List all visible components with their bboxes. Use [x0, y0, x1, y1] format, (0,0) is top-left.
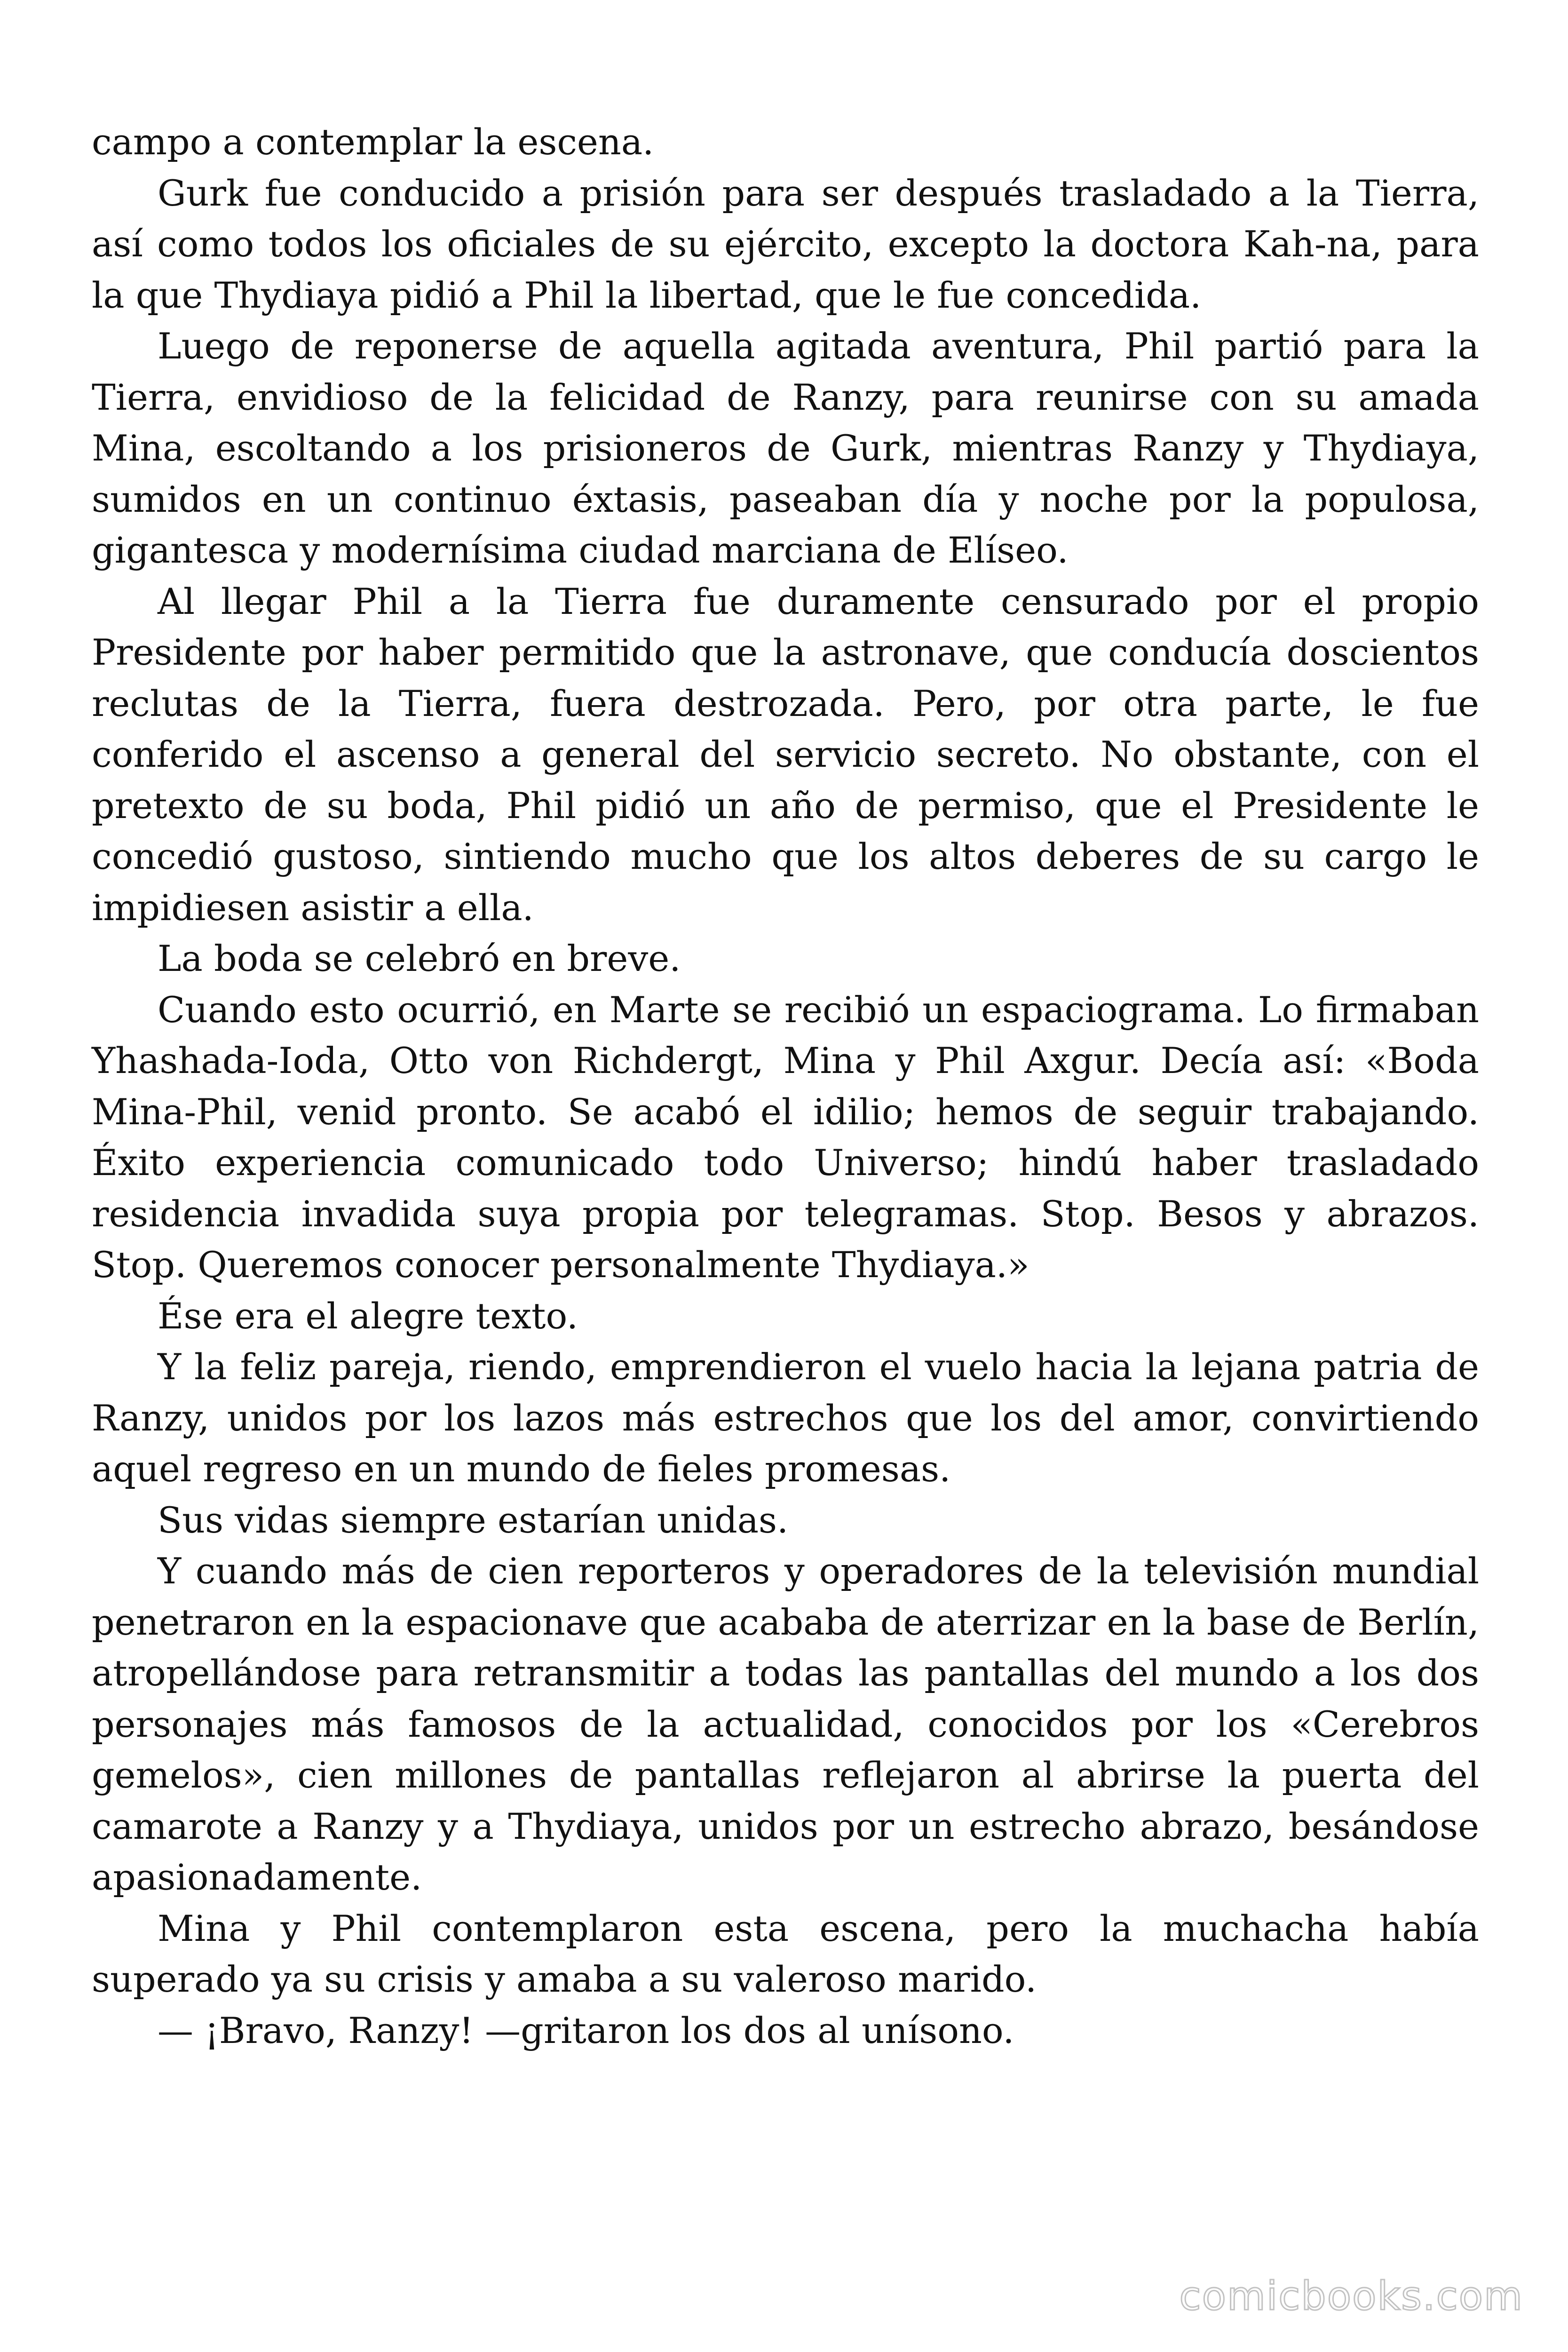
paragraph: Cuando esto ocurrió, en Marte se recibió un espaciograma. Lo firmaban Yhashada-Ioda, Otto von Richdergt, Mina y Phil Axgur. Decía así: «Boda Mina-Phil, venid pronto. Se acabó el idilio; hemos de seguir trabajando. Éxito experiencia comunicado todo Universo; hindú haber trasladado residencia invadida suya propia por telegramas. Stop. Besos y abrazos. Stop. Queremos conocer personalmente Thydiaya.» [92, 988, 1479, 1286]
paragraph: Luego de reponerse de aquella agitada aventura, Phil partió para la Tierra, envidioso de la felicidad de Ranzy, para reunirse con su amada Mina, escoltando a los prisioneros de Gurk, mientras Ranzy y Thydiaya, sumidos en un continuo éxtasis, paseaban día y noche por la populosa, gigantesca y modernísima ciudad marciana de Elíseo. [92, 325, 1479, 571]
paragraph: Gurk fue conducido a prisión para ser después trasladado a la Tierra, así como todos los oficiales de su ejército, excepto la doctora Kah-na, para la que Thydiaya pidió a Phil la libertad, que le fue concedida. [92, 172, 1479, 316]
page-body [92, 117, 1479, 2056]
paragraph: Y cuando más de cien reporteros y operadores de la televisión mundial penetraron en la espacionave que acababa de aterrizar en la base de Berlín, atropellándose para retransmitir a todas las pantallas del mundo a los dos personajes más famosos de la actualidad, conocidos por los «Cerebros gemelos», cien millones de pantallas reflejaron al abrirse la puerta del camarote a Ranzy y a Thydiaya, unidos por un estrecho abrazo, besándose apasionadamente. [92, 1550, 1479, 1898]
paragraph: Sus vidas siempre estarían unidas. [158, 1499, 789, 1541]
paragraph: Mina y Phil contemplaron esta escena, pero la muchacha había superado ya su crisis y amaba a su valeroso marido. [92, 1907, 1479, 2000]
paragraph: campo a contemplar la escena. [92, 121, 654, 163]
paragraph: Al llegar Phil a la Tierra fue duramente censurado por el propio Presidente por haber permitido que la astronave, que conducía doscientos reclutas de la Tierra, fuera destrozada. Pero, por otra parte, le fue conferido el ascenso a general del servicio secreto. No obstante, con el pretexto de su boda, Phil pidió un año de permiso, que el Presidente le concedió gustoso, sintiendo mucho que los altos deberes de su cargo le impidiesen asistir a ella. [92, 580, 1479, 929]
paragraph: La boda se celebró en breve. [158, 938, 681, 979]
watermark: comicbooks.com [1179, 2273, 1523, 2319]
paragraph: Ése era el alegre texto. [158, 1295, 578, 1337]
paragraph: Y la feliz pareja, riendo, emprendieron el vuelo hacia la lejana patria de Ranzy, unidos por los lazos más estrechos que los del amor, convirtiendo aquel regreso en un mundo de fieles promesas. [92, 1346, 1479, 1490]
paragraph: — ¡Bravo, Ranzy! —gritaron los dos al unísono. [158, 2009, 1014, 2051]
